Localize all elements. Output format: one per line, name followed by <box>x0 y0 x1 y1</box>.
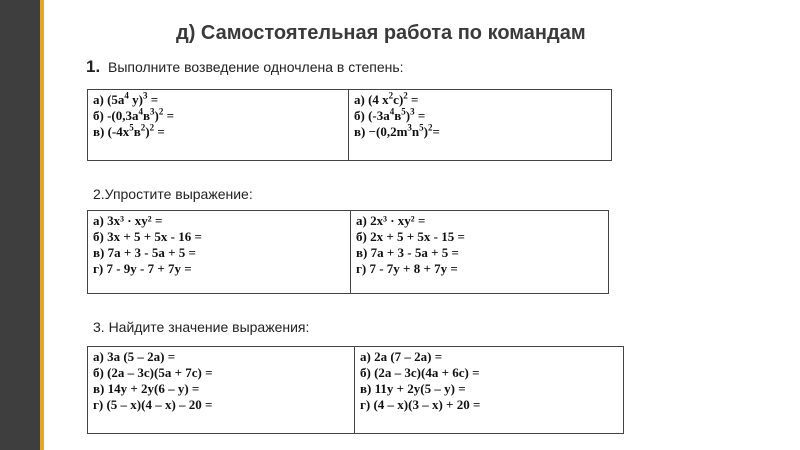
task3-left-line-d: г) (5 – x)(4 – x) – 20 = <box>93 397 213 412</box>
slide-title: д) Самостоятельная работа по командам <box>176 22 586 44</box>
task1-col-right <box>349 90 612 161</box>
task3-left-line-a: а) 3a (5 – 2a) = <box>93 349 176 364</box>
task2-right-line-b: б) 2x + 5 + 5x - 15 = <box>356 229 465 244</box>
task1-right-line-c: $в) -(0,2m^3n^5)^2=$ <box>354 122 440 139</box>
task3-right-line-c: в) 11y + 2y(5 – y) = <box>360 381 466 396</box>
task2-right-line-a: а) 2x³ · xy² = <box>356 213 426 228</box>
task2-left-line-a: а) 3x³ · xy² = <box>93 213 163 228</box>
task3-table <box>87 346 624 434</box>
task2-left-line-c: в) 7a + 3 - 5a + 5 = <box>93 245 196 260</box>
task3-right-line-b: б) (2a – 3c)(4a + 6c) = <box>360 365 480 380</box>
task1-left-line-c: в) $(-4x^5в^2)^2$ = <box>93 122 165 139</box>
task3-left-line-b: б) (2a – 3c)(5a + 7c) = <box>93 365 213 380</box>
task1-heading: Выполните возведение одночлена в степень: <box>108 59 404 75</box>
task1-col-left <box>88 90 349 161</box>
task1-right-line-a: а) (4 $x^2c)^2$ = <box>354 90 419 107</box>
task2-col-right <box>351 211 609 294</box>
task2-right-line-c: в) 7a + 3 - 5a + 5 = <box>356 245 459 260</box>
task1-table <box>87 89 612 161</box>
task2-left-line-d: г) 7 - 9y - 7 + 7y = <box>93 261 192 276</box>
task3-heading: 3. Найдите значение выражения: <box>93 319 310 335</box>
task2-left-line-b: б) 3x + 5 + 5x - 16 = <box>93 229 202 244</box>
task1-number: 1. <box>86 57 101 76</box>
task1-right-line-b: б) $(-3a^4в^5)^3$ = <box>354 106 426 123</box>
task3-right-line-d: г) (4 – x)(3 – x) + 20 = <box>360 397 481 412</box>
task3-col-right <box>355 347 624 434</box>
task3-left-line-c: в) 14y + 2y(6 – y) = <box>93 381 200 396</box>
task2-table <box>87 210 609 294</box>
task1-left-line-b: б) $-(0,3a^4в^3)^2$ = <box>93 106 175 123</box>
task2-right-line-d: г) 7 - 7y + 8 + 7y = <box>356 261 458 276</box>
task2-heading: 2.Упростите выражение: <box>93 186 253 202</box>
slide-left-bar <box>0 0 40 450</box>
slide-accent-stripe <box>40 0 44 450</box>
task3-col-left <box>88 347 355 434</box>
task2-col-left <box>88 211 351 294</box>
task3-right-line-a: а) 2a (7 – 2a) = <box>360 349 443 364</box>
task1-left-line-a: а) ($5a^4$ y)$^3$ = <box>93 90 159 107</box>
